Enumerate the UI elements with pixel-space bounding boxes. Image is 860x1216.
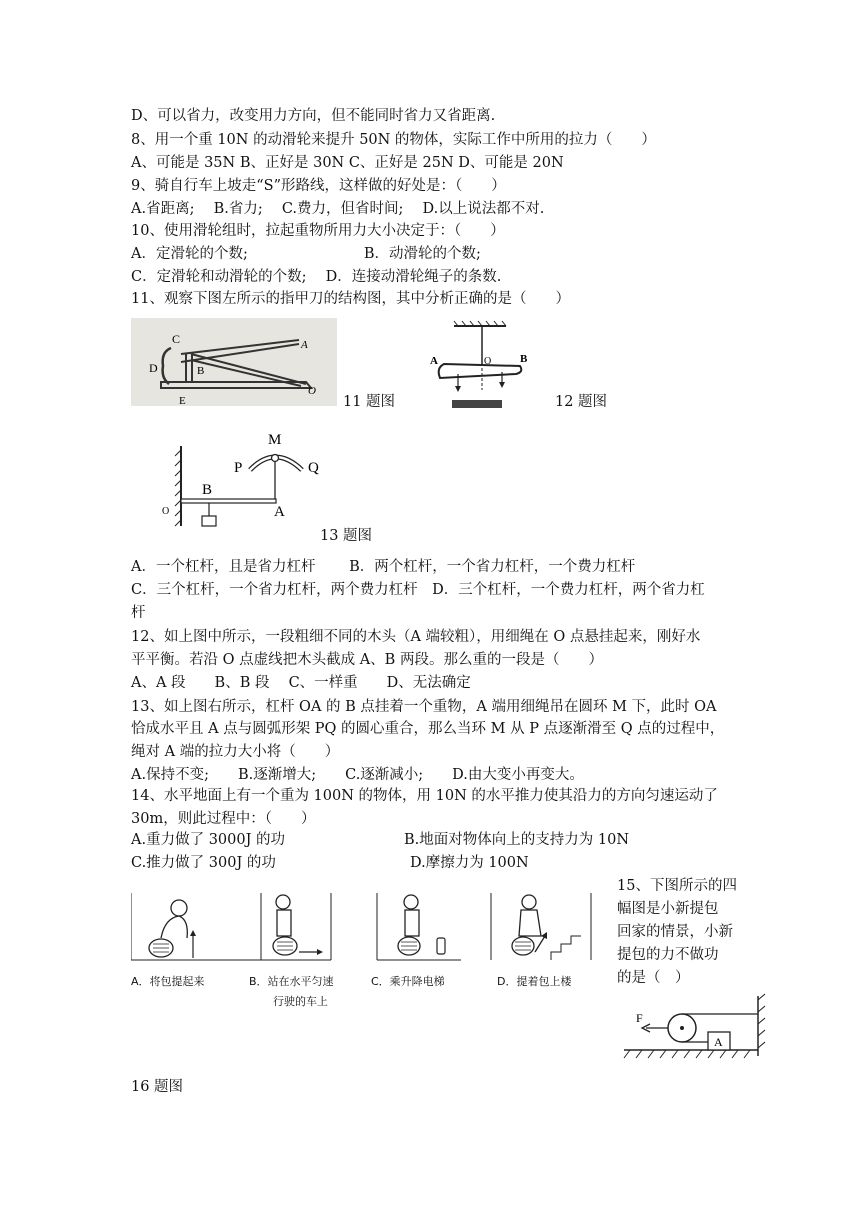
question-9-options: A.省距离; B.省力; C.费力，但省时间; D.以上说法都不对. — [131, 201, 545, 217]
caption-b-1: B．站在水平匀速 — [249, 975, 334, 988]
figure-13-lever-arc — [156, 428, 336, 528]
figure-11-caption: 11 题图 — [343, 394, 396, 410]
question-9: 9、骑自行车上坡走“S”形路线，这样做的好处是：（ ） — [131, 178, 506, 194]
question-13-line-1: 13、如上图右所示，杠杆 OA 的 B 点挂着一个重物，A 端用细绳吊在圆环 M 下，此时 OA — [131, 699, 717, 715]
label-a: A — [714, 1035, 723, 1049]
figure-12-caption: 12 题图 — [555, 394, 608, 410]
label-d: D — [149, 361, 158, 375]
question-12-line-2: 平平衡。若沿 O 点虚线把木头截成 A、B 两段。那么重的一段是（ ） — [131, 652, 603, 668]
question-10-options-cd: C．定滑轮和动滑轮的个数; D．连接动滑轮绳子的条数. — [131, 269, 502, 285]
question-10-options-ab: A．定滑轮的个数; B．动滑轮的个数; — [131, 246, 481, 262]
question-15-line-3: 回家的情景，小新 — [617, 924, 733, 940]
label-o: O — [308, 385, 316, 397]
question-11-options-wrap: 杆 — [131, 605, 146, 621]
question-12-options: A、A 段 B、B 段 C、一样重 D、无法确定 — [131, 675, 471, 691]
figure-11-nail-clipper — [131, 318, 337, 406]
label-c: C — [172, 332, 181, 346]
question-14-line-2: 30m，则此过程中：（ ） — [131, 811, 316, 827]
label-b: B — [197, 365, 205, 377]
caption-d: D．提着包上楼 — [497, 975, 572, 988]
question-8: 8、用一个重 10N 的动滑轮来提升 50N 的物体，实际工作中所用的拉力（ ） — [131, 132, 656, 148]
question-14-option-d: D.摩擦力为 100N — [410, 855, 529, 871]
picture-c-elevator — [377, 893, 461, 960]
caption-c: C．乘升降电梯 — [371, 975, 445, 988]
question-12-line-1: 12、如上图中所示，一段粗细不同的木头（A 端较粗），用细绳在 O 点悬挂起来，刚好水 — [131, 629, 701, 645]
question-14-option-a: A.重力做了 3000J 的功 — [131, 832, 286, 848]
label-o: O — [484, 356, 492, 367]
label-q: Q — [308, 460, 319, 476]
label-m: M — [268, 432, 282, 448]
figure-13-caption: 13 题图 — [320, 528, 373, 544]
question-14-line-1: 14、水平地面上有一个重为 100N 的物体，用 10N 的水平推力使其沿力的方向匀速运动了 — [131, 788, 718, 804]
question-10: 10、使用滑轮组时，拉起重物所用力大小决定于：（ ） — [131, 223, 505, 239]
figure-15-pictures — [131, 892, 601, 962]
label-b: B — [202, 482, 213, 498]
option-d-line: D、可以省力，改变用力方向，但不能同时省力又省距离. — [131, 108, 496, 124]
figure-16-pulley — [620, 992, 770, 1062]
label-p: P — [234, 460, 243, 476]
question-13-line-2: 恰成水平且 A 点与圆弧形架 PQ 的圆心重合，那么当环 M 从 P 点逐渐滑至 Q 点的过程中， — [131, 721, 725, 737]
label-f: F — [636, 1011, 643, 1025]
figure-16-caption: 16 题图 — [131, 1079, 184, 1095]
picture-a-lift-bag — [131, 893, 331, 960]
question-15-line-2: 幅图是小新提包 — [617, 901, 719, 917]
figure-12-hanging-log — [428, 320, 528, 408]
picture-b-vehicle — [261, 893, 331, 960]
question-11-options-cd: C．三个杠杆，一个省力杠杆，两个费力杠杆 D．三个杠杆，一个费力杠杆，两个省力杠 — [131, 582, 705, 598]
question-11: 11、观察下图左所示的指甲刀的结构图，其中分析正确的是（ ） — [131, 291, 570, 307]
label-o: O — [162, 506, 170, 517]
label-a: A — [430, 355, 438, 367]
question-15-line-1: 15、下图所示的四 — [617, 878, 737, 894]
label-a: A — [274, 504, 285, 520]
question-11-options-ab: A．一个杠杆，且是省力杠杆 B．两个杠杆，一个省力杠杆，一个费力杠杆 — [131, 559, 636, 575]
question-13-options: A.保持不变; B.逐渐增大; C.逐渐减小; D.由大变小再变大。 — [131, 767, 584, 783]
question-14-option-b: B.地面对物体向上的支持力为 10N — [404, 832, 630, 848]
question-15-line-5: 的是（ ） — [617, 970, 690, 986]
label-e: E — [179, 395, 186, 406]
question-14-option-c: C.推力做了 300J 的功 — [131, 855, 276, 871]
label-a: A — [301, 339, 308, 351]
caption-a: A．将包提起来 — [131, 975, 205, 988]
question-13-line-3: 绳对 A 端的拉力大小将（ ） — [131, 744, 340, 760]
picture-d-stairs — [491, 893, 591, 960]
question-15-line-4: 提包的力不做功 — [617, 947, 719, 963]
label-b: B — [520, 353, 528, 365]
question-8-options: A、可能是 35N B、正好是 30N C、正好是 25N D、可能是 20N — [131, 155, 564, 171]
caption-b-2: 行驶的车上 — [273, 995, 328, 1008]
